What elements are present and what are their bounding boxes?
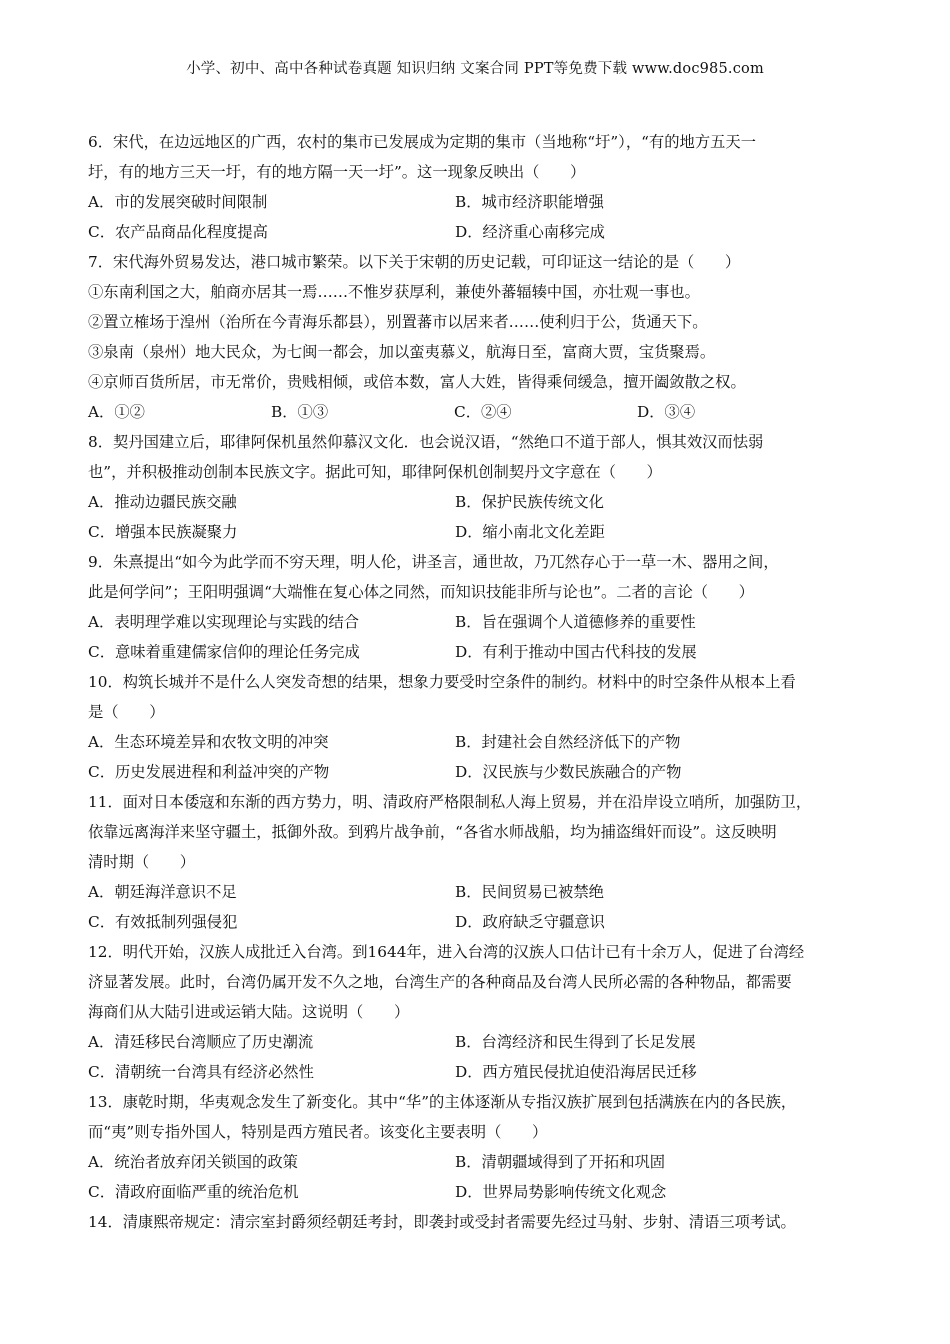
options-row <box>88 1027 863 1057</box>
option-b[interactable]: B．保护民族传统文化 <box>455 493 604 511</box>
question-stem-line: 而“夷”则专指外国人，特别是西方殖民者。该变化主要表明（ ） <box>88 1123 548 1141</box>
option-a[interactable]: A．朝廷海洋意识不足 <box>88 883 237 901</box>
question-list <box>88 127 863 1237</box>
option-a[interactable]: A．表明理学难以实现理论与实践的结合 <box>88 613 360 631</box>
options-row <box>88 1147 863 1177</box>
question-stem-line: 圩，有的地方三天一圩，有的地方隔一天一圩”。这一现象反映出（ ） <box>88 163 586 181</box>
question-stem-line: ④京师百货所居，市无常价，贵贱相倾，或倍本数，富人大姓，皆得乘伺缓急，擅开阖敛散之权。 <box>88 373 746 391</box>
options-row <box>88 637 863 667</box>
page-header: 小学、初中、高中各种试卷真题 知识归纳 文案合同 PPT等免费下载 www.doc985.com <box>186 61 764 77</box>
option-d[interactable]: D．汉民族与少数民族融合的产物 <box>455 763 682 781</box>
option-d[interactable]: D．有利于推动中国古代科技的发展 <box>455 643 697 661</box>
question-stem-line: 8．契丹国建立后，耶律阿保机虽然仰慕汉文化．也会说汉语，“然绝口不道于部人，惧其效汉而怯弱 <box>88 433 764 451</box>
option-c[interactable]: C．增强本民族凝聚力 <box>88 523 238 541</box>
option-d[interactable]: D．政府缺乏守疆意识 <box>455 913 605 931</box>
question-14 <box>88 1207 863 1237</box>
question-8 <box>88 427 863 547</box>
option-a[interactable]: A．推动边疆民族交融 <box>88 493 237 511</box>
question-stem-line: 依靠远离海洋来坚守疆土，抵御外敌。到鸦片战争前，“各省水师战船，均为捕盗缉奸而设”。这反映明 <box>88 823 777 841</box>
question-7 <box>88 247 863 427</box>
question-13 <box>88 1087 863 1207</box>
options-row <box>88 487 863 517</box>
question-stem-line: 14．清康熙帝规定：清宗室封爵须经朝廷考封，即袭封或受封者需要先经过马射、步射、清语三项考试。 <box>88 1213 796 1231</box>
question-10 <box>88 667 863 787</box>
question-12 <box>88 937 863 1087</box>
option-d[interactable]: D．西方殖民侵扰迫使沿海居民迁移 <box>455 1063 697 1081</box>
question-stem-line: 此是何学问”；王阳明强调“大端惟在复心体之同然，而知识技能非所与论也”。二者的言论（ ） <box>88 583 754 601</box>
question-stem-line: 济显著发展。此时，台湾仍属开发不久之地，台湾生产的各种商品及台湾人民所必需的各种物品，都需要 <box>88 973 792 991</box>
option-c[interactable]: C．有效抵制列强侵犯 <box>88 913 238 931</box>
option-b[interactable]: B．城市经济职能增强 <box>455 193 604 211</box>
options-row <box>88 217 863 247</box>
options-row <box>88 187 863 217</box>
option-c[interactable]: C．历史发展进程和利益冲突的产物 <box>88 763 330 781</box>
question-stem-line: 12．明代开始，汉族人成批迁入台湾。到1644年，进入台湾的汉族人口估计已有十余万人，促进了台湾经 <box>88 943 805 961</box>
option-c[interactable]: C．农产品商品化程度提高 <box>88 223 268 241</box>
question-stem-line: 7．宋代海外贸易发达，港口城市繁荣。以下关于宋朝的历史记载，可印证这一结论的是（ ） <box>88 253 741 271</box>
option-c[interactable]: C．清政府面临严重的统治危机 <box>88 1183 299 1201</box>
question-stem-line: 是（ ） <box>88 703 165 721</box>
options-row <box>88 877 863 907</box>
question-stem-line: 13．康乾时期，华夷观念发生了新变化。其中“华”的主体逐渐从专指汉族扩展到包括满族在内的各民族， <box>88 1093 797 1111</box>
option-c[interactable]: C．意味着重建儒家信仰的理论任务完成 <box>88 643 360 661</box>
option-a[interactable]: A．统治者放弃闭关锁国的政策 <box>88 1153 298 1171</box>
option-b[interactable]: B．台湾经济和民生得到了长足发展 <box>455 1033 696 1051</box>
options-row <box>88 757 863 787</box>
option-b[interactable]: B．民间贸易已被禁绝 <box>455 883 604 901</box>
question-stem-line: 清时期（ ） <box>88 853 196 871</box>
option-b[interactable]: B．①③ <box>271 403 329 421</box>
question-stem-line: ②置立榷场于湟州（治所在今青海乐都县），别置蕃市以居来者……使利归于公，货通天下。 <box>88 313 708 331</box>
options-row <box>88 517 863 547</box>
option-a[interactable]: A．市的发展突破时间限制 <box>88 193 268 211</box>
option-a[interactable]: A．生态环境差异和农牧文明的冲突 <box>88 733 329 751</box>
option-c[interactable]: C．②④ <box>454 403 512 421</box>
question-stem-line: 11．面对日本倭寇和东渐的西方势力，明、清政府严格限制私人海上贸易，并在沿岸设立哨所，加强防卫， <box>88 793 812 811</box>
question-stem-line: ③泉南（泉州）地大民众，为七闽一都会，加以蛮夷慕义，航海日至，富商大贾，宝货聚焉。 <box>88 343 716 361</box>
options-row <box>88 607 863 637</box>
question-stem-line: 也”，并积极推动创制本民族文字。据此可知，耶律阿保机创制契丹文字意在（ ） <box>88 463 662 481</box>
options-row <box>88 727 863 757</box>
option-d[interactable]: D．世界局势影响传统文化观念 <box>455 1183 667 1201</box>
option-b[interactable]: B．封建社会自然经济低下的产物 <box>455 733 681 751</box>
question-stem-line: 6．宋代，在边远地区的广西，农村的集市已发展成为定期的集市（当地称“圩”），“有的地方五天一 <box>88 133 757 151</box>
options-row <box>88 397 863 427</box>
question-9 <box>88 547 863 667</box>
question-6 <box>88 127 863 247</box>
options-row <box>88 1177 863 1207</box>
option-b[interactable]: B．旨在强调个人道德修养的重要性 <box>455 613 696 631</box>
option-d[interactable]: D．经济重心南移完成 <box>455 223 605 241</box>
question-stem-line: 9．朱熹提出“如今为此学而不穷天理，明人伦，讲圣言，通世故，乃兀然存心于一草一木、器用之间， <box>88 553 779 571</box>
question-stem-line: 10．构筑长城并不是什么人突发奇想的结果，想象力要受时空条件的制约。材料中的时空条件从根本上看 <box>88 673 796 691</box>
option-a[interactable]: A．①② <box>88 403 145 421</box>
option-b[interactable]: B．清朝疆域得到了开拓和巩固 <box>455 1153 666 1171</box>
option-c[interactable]: C．清朝统一台湾具有经济必然性 <box>88 1063 314 1081</box>
options-row <box>88 1057 863 1087</box>
question-stem-line: 海商们从大陆引进或运销大陆。这说明（ ） <box>88 1003 410 1021</box>
question-stem-line: ①东南利国之大，舶商亦居其一焉……不惟岁获厚利，兼使外蕃辐辏中国，亦壮观一事也。 <box>88 283 700 301</box>
option-a[interactable]: A．清廷移民台湾顺应了历史潮流 <box>88 1033 314 1051</box>
option-d[interactable]: D．③④ <box>637 403 696 421</box>
option-d[interactable]: D．缩小南北文化差距 <box>455 523 605 541</box>
options-row <box>88 907 863 937</box>
question-11 <box>88 787 863 937</box>
